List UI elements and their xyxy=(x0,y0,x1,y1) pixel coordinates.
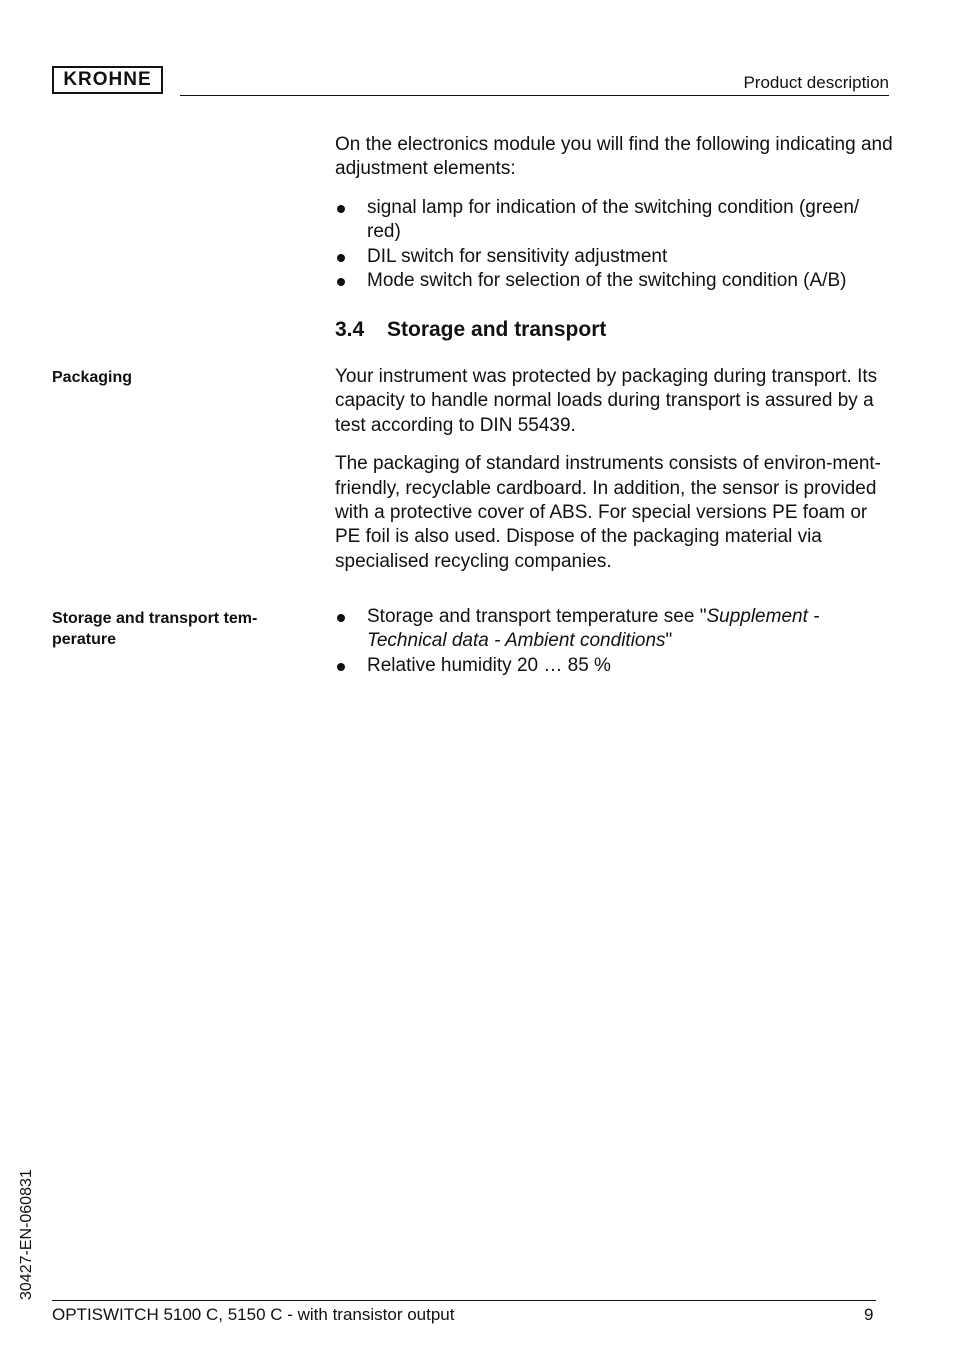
packaging-paragraph-2: The packaging of standard instruments consists of environ-ment-friendly, recyclable cardboard. In addition, the sensor is provided with a protective cover of ABS. For special versions PE foam or PE foil is also used. Dispose of the packaging material via specialised recycling companies. xyxy=(335,453,881,572)
packaging-paragraph-1: Your instrument was protected by packaging during transport. Its capacity to handle normal loads during transport is assured by a test according to DIN 55439. xyxy=(335,366,878,436)
page-number: 9 xyxy=(864,1305,874,1324)
packaging-label: Packaging xyxy=(52,369,133,386)
storage-bullet-list xyxy=(335,605,895,678)
packaging-block xyxy=(335,365,895,574)
header-rule xyxy=(180,95,889,96)
list-item xyxy=(335,605,895,654)
footer-product-name: OPTISWITCH 5100 C, 5150 C - with transistor output xyxy=(52,1305,455,1324)
list-item: signal lamp for indication of the switching condition (green/ red) xyxy=(335,196,895,245)
storage-block xyxy=(335,605,895,678)
logo-text: KROHNE xyxy=(63,69,152,90)
header-section-title: Product description xyxy=(743,73,889,92)
section-number: 3.4 xyxy=(335,318,365,341)
krohne-logo xyxy=(52,66,163,94)
footer-rule xyxy=(52,1300,876,1301)
storage-temperature-label: Storage and transport tem-perature xyxy=(52,610,258,648)
storage-item-reference: Supplement - Technical data - Ambient conditions xyxy=(367,606,820,652)
section-heading xyxy=(335,318,606,342)
storage-item-suffix: " xyxy=(665,630,673,652)
document-number: 30427-EN-060831 xyxy=(18,1169,35,1300)
list-item: Relative humidity 20 … 85 % xyxy=(335,654,895,678)
storage-item-prefix: Storage and transport temperature see " xyxy=(367,606,707,627)
intro-bullet-list xyxy=(335,196,895,294)
section-title: Storage and transport xyxy=(387,318,607,341)
list-item: Mode switch for selection of the switching condition (A/B) xyxy=(335,269,895,293)
intro-paragraph: On the electronics module you will find the following indicating and adjustment elements: xyxy=(335,134,893,180)
intro-block xyxy=(335,133,895,293)
list-item: DIL switch for sensitivity adjustment xyxy=(335,245,895,269)
